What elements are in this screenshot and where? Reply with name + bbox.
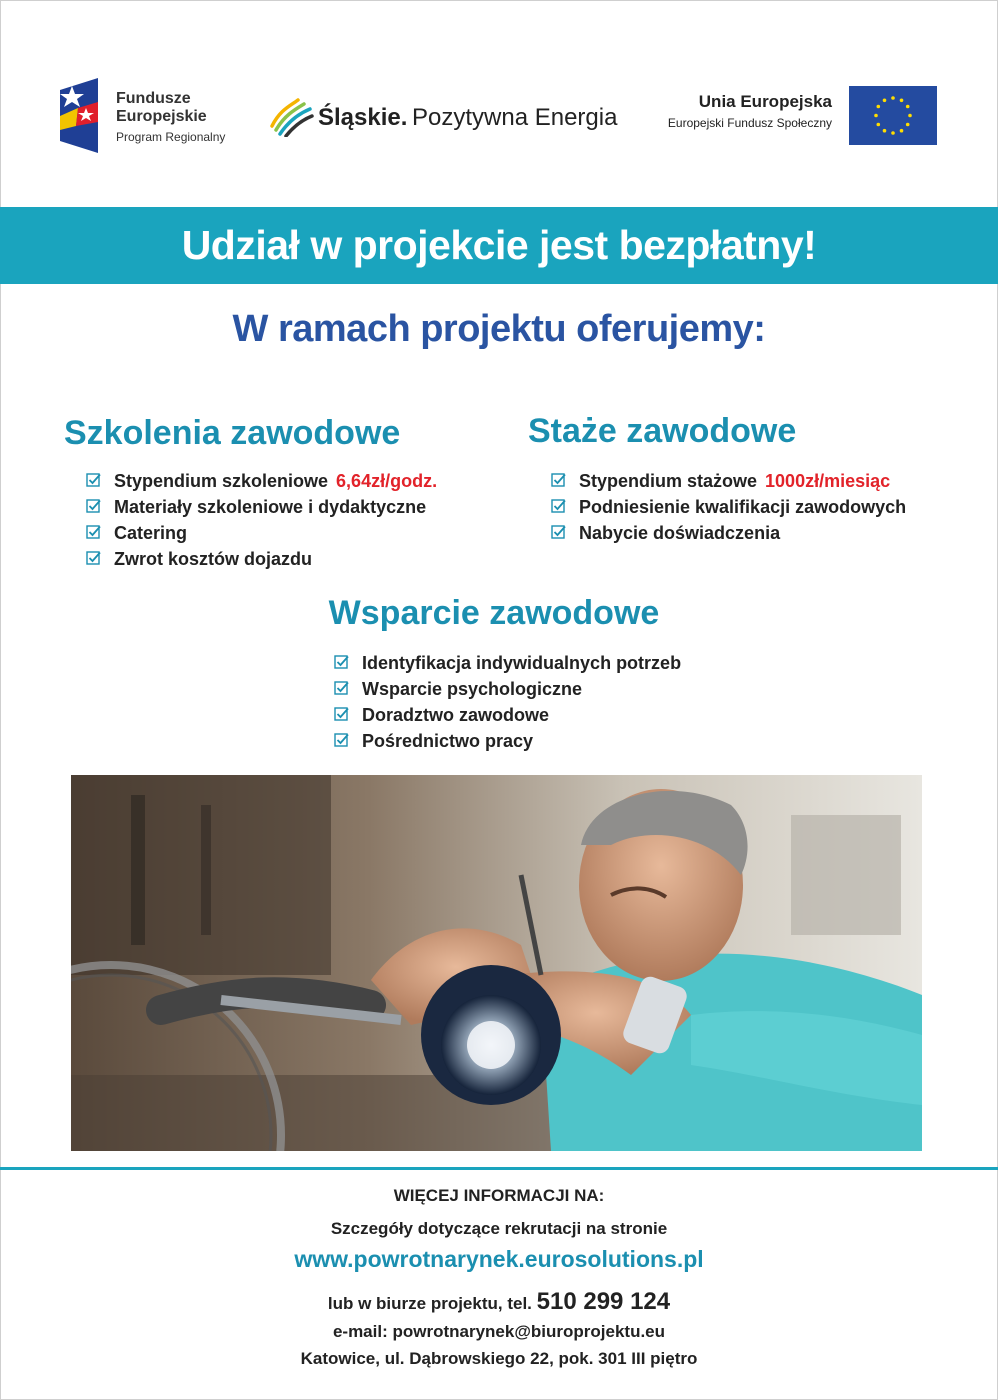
slaskie-slogan: Pozytywna Energia [412, 104, 618, 131]
list-wsparcie [334, 650, 681, 754]
fundusze-europejskie-star-icon [60, 78, 100, 153]
list-item [334, 650, 681, 676]
unia-europejska-text [640, 92, 832, 137]
footer-office-line [0, 1288, 998, 1316]
free-participation-banner [0, 207, 998, 284]
list-item [334, 728, 681, 754]
wave-lines-icon [268, 92, 314, 137]
item-label: Wsparcie psychologiczne [362, 678, 583, 699]
list-item [551, 520, 906, 546]
item-highlight: 6,64zł/godz. [336, 470, 438, 491]
checkbox-checked-icon [86, 550, 104, 568]
checkbox-checked-icon [334, 680, 352, 698]
list-item [334, 702, 681, 728]
checkbox-checked-icon [86, 472, 104, 490]
fe-logo-line1: Fundusze [116, 90, 191, 107]
item-label: Identyfikacja indywidualnych potrzeb [362, 652, 682, 673]
item-label: Doradztwo zawodowe [362, 704, 550, 725]
item-label: Zwrot kosztów dojazdu [114, 548, 312, 569]
item-highlight: 1000zł/miesiąc [765, 470, 891, 491]
footer-heading: WIĘCEJ INFORMACJI NA: [393, 1186, 605, 1205]
footer-address: Katowice, ul. Dąbrowskiego 22, pok. 301 III piętro [300, 1349, 698, 1368]
fe-logo-line3: Program Regionalny [116, 130, 226, 144]
list-item [334, 676, 681, 702]
checkbox-checked-icon [334, 654, 352, 672]
list-szkolenia [86, 468, 437, 572]
item-label: Catering [114, 522, 188, 543]
footer-details: Szczegóły dotyczące rekrutacji na stronie [330, 1219, 668, 1238]
item-label: Podniesienie kwalifikacji zawodowych [579, 496, 907, 517]
banner-text: Udział w projekcie jest bezpłatny! [181, 222, 817, 268]
item-label: Stypendium szkoleniowe [114, 470, 329, 491]
list-item [86, 494, 437, 520]
item-label: Stypendium stażowe [579, 470, 758, 491]
eu-flag-icon [849, 86, 937, 145]
phone-number[interactable]: 510 299 124 [536, 1288, 671, 1315]
section-title-staze: Staże zawodowe [528, 412, 797, 450]
list-staze [551, 468, 906, 546]
footer-divider [0, 1167, 998, 1170]
list-item [86, 520, 437, 546]
slaskie-logo [268, 92, 638, 137]
project-website-link[interactable]: www.powrotnarynek.eurosolutions.pl [294, 1246, 704, 1272]
item-label: Nabycie doświadczenia [579, 522, 781, 543]
checkbox-checked-icon [551, 524, 569, 542]
fundusze-europejskie-logo [60, 78, 260, 153]
checkbox-checked-icon [334, 732, 352, 750]
item-label: Pośrednictwo pracy [362, 730, 534, 751]
footer-email[interactable]: e-mail: powrotnarynek@biuroprojektu.eu [332, 1322, 666, 1341]
offer-subtitle: W ramach projektu oferujemy: [232, 308, 766, 350]
slaskie-brand: Śląskie. [318, 104, 408, 131]
checkbox-checked-icon [551, 472, 569, 490]
section-title-szkolenia: Szkolenia zawodowe [64, 414, 401, 452]
list-item [86, 468, 437, 494]
office-prefix: lub w biurze projektu, tel. [327, 1294, 532, 1313]
list-item [551, 468, 906, 494]
checkbox-checked-icon [551, 498, 569, 516]
checkbox-checked-icon [86, 498, 104, 516]
mechanic-photo [71, 775, 922, 1151]
section-title-wsparcie: Wsparcie zawodowe [328, 594, 660, 632]
list-item [86, 546, 437, 572]
list-item [551, 494, 906, 520]
checkbox-checked-icon [334, 706, 352, 724]
ue-title: Unia Europejska [698, 92, 832, 111]
item-label: Materiały szkoleniowe i dydaktyczne [114, 496, 427, 517]
checkbox-checked-icon [86, 524, 104, 542]
ue-subtitle: Europejski Fundusz Społeczny [667, 116, 832, 130]
fe-logo-line2: Europejskie [116, 108, 207, 125]
